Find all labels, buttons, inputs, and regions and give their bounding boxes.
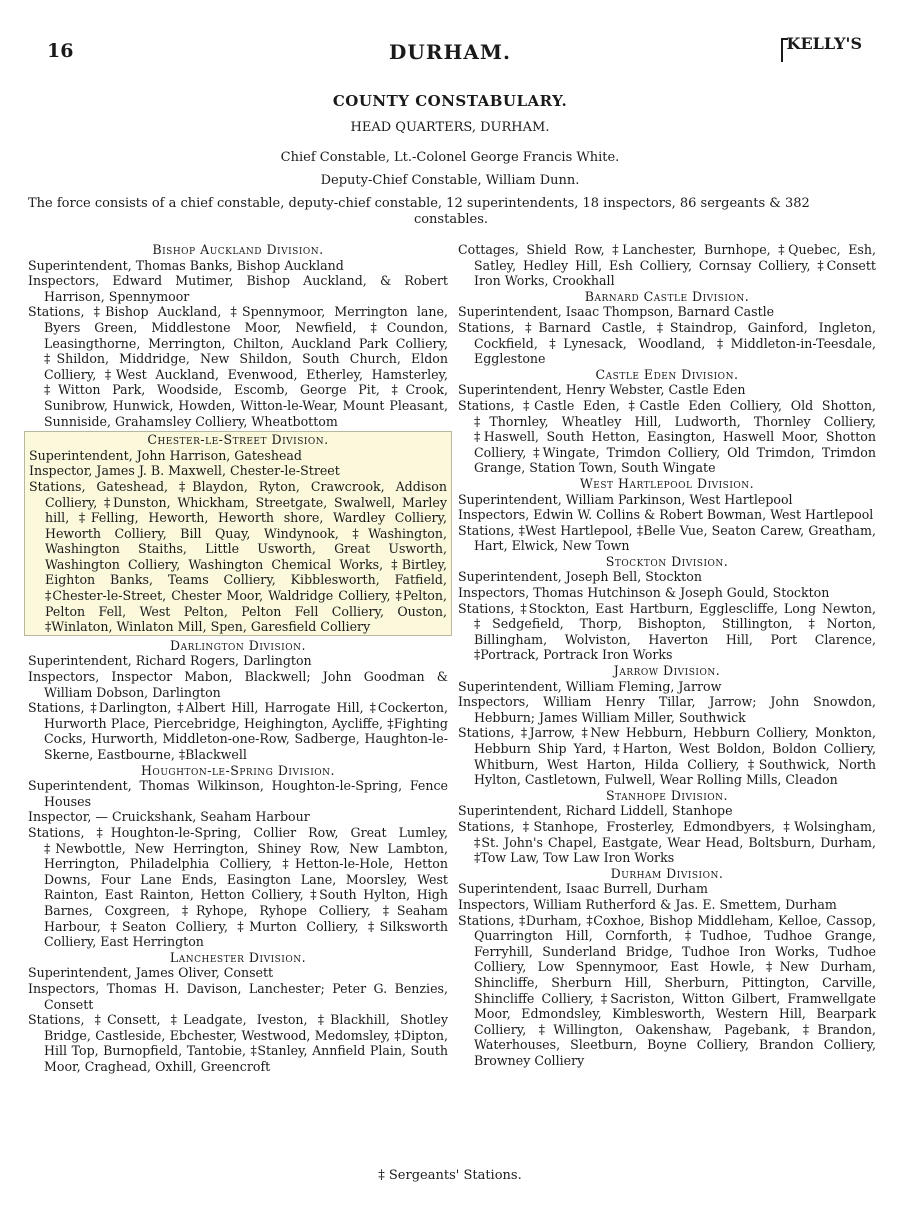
division-entry: Stations, ‡Barnard Castle, ‡Staindrop, Gainford, Ingleton, Cockfield, ‡Lynesack, Woodland, ‡Middleton-in-Teesdale, Egglestone (458, 319, 876, 367)
division-heading: West Hartlepool Division. (579, 475, 755, 491)
division-heading: Durham Division. (610, 865, 724, 881)
division-block (458, 476, 876, 554)
division-entry: Stations, ‡Durham, ‡Coxhoe, Bishop Middleham, Kelloe, Cassop, Quarrington Hill, Cornforth, ‡Tudhoe, Tudhoe Grange, Ferryhill, Sunderland Bridge, Tudhoe Iron Works, Tudhoe Colliery, Low Spennymoor, East Howle, ‡New Durham, Shincliffe, Sherburn Hill, Sherburn, Pittington, Carville, Shincliffe Colliery, ‡Sacriston, Witton Gilbert, Framwellgate Moor, Edmondsley, Kimblesworth, Western Hill, Bearpark Colliery, ‡Willington, Oakenshaw, Pagebank, ‡Brandon, Waterhouses, Sleetburn, Boyne Colliery, Brandon Colliery, Browney Colliery (458, 912, 876, 1068)
division-entry: Stations, ‡West Hartlepool, ‡Belle Vue, Seaton Carew, Greatham, Hart, Elwick, New Town (458, 522, 876, 554)
section-title: COUNTY CONSTABULARY. (332, 92, 568, 110)
force-summary-line2: constables. (413, 212, 489, 227)
division-heading: Houghton-le-Spring Division. (140, 762, 336, 778)
division-entry: Superintendent, Thomas Banks, Bishop Auckland (28, 257, 344, 273)
division-entry: Inspector, — Cruickshank, Seaham Harbour (28, 809, 310, 825)
division-entry: Inspectors, William Rutherford & Jas. E. Smettem, Durham (458, 896, 837, 912)
division-heading: Stockton Division. (605, 553, 729, 569)
division-entry: Stations, Gateshead, ‡Blaydon, Ryton, Crawcrook, Addison Colliery, ‡Dunston, Whickham, Streetgate, Swalwell, Marley hill, ‡Felling, Heworth, Heworth shore, Wardley Colliery, Heworth Colliery, Bill Quay, Windynook, ‡Washington, Washington Staiths, Little Usworth, Great Usworth, Washington Colliery, Washington Chemical Works, ‡Birtley, Eighton Banks, Teams Colliery, Kibblesworth, Fatfield, ‡Chester-le-Street, Chester Moor, Waldridge Colliery, ‡Pelton, Pelton Fell, West Pelton, Pelton Fell Colliery, Ouston, ‡Winlaton, Winlaton Mill, Spen, Garesfield Colliery (29, 478, 447, 635)
division-entry: Superintendent, James Oliver, Consett (28, 965, 274, 981)
division-block (458, 289, 876, 367)
division-heading: Barnard Castle Division. (584, 288, 750, 304)
division-block (28, 950, 448, 1075)
deputy-chief-line: Deputy-Chief Constable, William Dunn. (320, 173, 580, 188)
publisher-mark: KELLY'S (786, 34, 862, 53)
left-column (28, 242, 448, 1074)
division-entry: Inspectors, Thomas H. Davison, Lanchester; Peter G. Benzies, Consett (28, 980, 448, 1012)
chief-constable-line: Chief Constable, Lt.-Colonel George Francis White. (280, 150, 620, 165)
division-block (28, 763, 448, 950)
division-entry: Inspectors, Inspector Mabon, Blackwell; John Goodman & William Dobson, Darlington (28, 669, 448, 700)
division-entry: Superintendent, Isaac Burrell, Durham (458, 881, 708, 897)
division-block (28, 638, 448, 763)
footnote: ‡ Sergeants' Stations. (378, 1168, 522, 1183)
division-heading: Lanchester Division. (169, 949, 307, 965)
division-entry: Inspectors, William Henry Tillar, Jarrow; John Snowdon, Hebburn; James William Miller, Southwick (458, 694, 876, 725)
division-heading: Bishop Auckland Division. (152, 242, 324, 257)
force-summary (28, 196, 874, 228)
division-block (24, 431, 452, 636)
force-summary-line1: The force consists of a chief constable, deputy-chief constable, 12 superintendents, 18 inspectors, 86 sergeants & 382 (28, 196, 810, 211)
division-heading: Chester-le-Street Division. (147, 432, 329, 448)
division-heading: Jarrow Division. (613, 663, 721, 679)
division-entry: Stations, ‡Houghton-le-Spring, Collier Row, Great Lumley, ‡Newbottle, New Herrington, Shiney Row, New Lambton, Herrington, Philadelphia Colliery, ‡Hetton-le-Hole, Hetton Downs, Four Lane Ends, Easington Lane, Moorsley, West Rainton, East Rainton, Hetton Colliery, ‡South Hylton, High Barnes, Coxgreen, ‡Ryhope, Ryhope Colliery, ‡Seaham Harbour, ‡Seaton Colliery, ‡Murton Colliery, ‡Silksworth Colliery, East Herrington (28, 824, 448, 950)
division-entry: Inspector, James J. B. Maxwell, Chester-le-Street (29, 463, 340, 479)
division-block (458, 242, 876, 289)
division-entry: Stations, ‡Stanhope, Frosterley, Edmondbyers, ‡Wolsingham, ‡St. John's Chapel, Eastgate, Wear Head, Boltsburn, Durham, ‡Tow Law, Tow Law Iron Works (458, 818, 876, 866)
division-entry: Inspectors, Edward Mutimer, Bishop Auckland, & Robert Harrison, Spennymoor (28, 273, 448, 304)
division-entry: Superintendent, William Parkinson, West Hartlepool (458, 491, 793, 507)
division-heading: Darlington Division. (170, 637, 306, 653)
page-header (0, 34, 900, 70)
division-block (458, 788, 876, 866)
division-entry: Stations, ‡Bishop Auckland, ‡Spennymoor, Merrington lane, Byers Green, Middlestone Moor, Newfield, ‡Coundon, Leasingthorne, Merrington, Chilton, Auckland Park Colliery, ‡Shildon, Middridge, New Shildon, South Church, Eldon Colliery, ‡West Auckland, Evenwood, Etherley, Hamsterley, ‡Witton Park, Woodside, Escomb, George Pit, ‡Crook, Sunibrow, Hunwick, Howden, Witton-le-Wear, Mount Pleasant, Sunniside, Grahamsley Colliery, Wheatbottom (28, 304, 448, 429)
division-heading: Castle Eden Division. (595, 366, 739, 382)
division-block (458, 554, 876, 663)
page-number: 16 (47, 40, 74, 62)
division-heading: Stanhope Division. (605, 787, 729, 803)
division-entry: Superintendent, William Fleming, Jarrow (458, 678, 722, 694)
division-block (28, 242, 448, 429)
running-title: DURHAM. (389, 40, 511, 64)
division-entry: Superintendent, Richard Rogers, Darlington (28, 653, 312, 669)
division-entry: Superintendent, Isaac Thompson, Barnard Castle (458, 304, 775, 320)
division-entry: Superintendent, Joseph Bell, Stockton (458, 569, 702, 585)
section-subtitle: HEAD QUARTERS, DURHAM. (350, 120, 550, 135)
division-entry: Stations, ‡Consett, ‡Leadgate, Iveston, ‡Blackhill, Shotley Bridge, Castleside, Ebchester, Westwood, Medomsley, ‡Dipton, Hill Top, Burnopfield, Tantobie, ‡Stanley, Annfield Plain, South Moor, Craghead, Oxhill, Greencroft (28, 1012, 448, 1074)
division-block (458, 367, 876, 476)
division-entry: Superintendent, Richard Liddell, Stanhope (458, 803, 733, 819)
division-entry: Stations, ‡Stockton, East Hartburn, Egglescliffe, Long Newton, ‡Sedgefield, Thorp, Bishopton, Stillington, ‡Norton, Billingham, Wolviston, Haverton Hill, Port Clarence, ‡Portrack, Portrack Iron Works (458, 600, 876, 663)
division-entry: Stations, ‡Jarrow, ‡New Hebburn, Hebburn Colliery, Monkton, Hebburn Ship Yard, ‡Harton, West Boldon, Boldon Colliery, Whitburn, West Harton, Hilda Colliery, ‡Southwick, North Hylton, Castletown, Fulwell, Wear Rolling Mills, Cleadon (458, 725, 876, 788)
division-entry: Inspectors, Edwin W. Collins & Robert Bowman, West Hartlepool (458, 507, 874, 523)
division-block (458, 663, 876, 788)
right-column (458, 242, 876, 1068)
division-entry: Superintendent, Henry Webster, Castle Eden (458, 382, 746, 398)
division-entry: Cottages, Shield Row, ‡Lanchester, Burnhope, ‡Quebec, Esh, Satley, Hedley Hill, Esh Colliery, Cornsay Colliery, ‡Consett Iron Works, Crookhall (458, 242, 876, 289)
division-entry: Superintendent, Thomas Wilkinson, Houghton-le-Spring, Fence Houses (28, 778, 448, 809)
division-entry: Stations, ‡Darlington, ‡Albert Hill, Harrogate Hill, ‡Cockerton, Hurworth Place, Piercebridge, Heighington, Aycliffe, ‡Fighting Cocks, Hurworth, Middleton-one-Row, Sadberge, Haughton-le-Skerne, Eastbourne, ‡Blackwell (28, 700, 448, 762)
division-entry: Superintendent, John Harrison, Gateshead (29, 447, 302, 463)
division-block (458, 866, 876, 1069)
division-entry: Inspectors, Thomas Hutchinson & Joseph Gould, Stockton (458, 585, 830, 601)
division-entry: Stations, ‡Castle Eden, ‡Castle Eden Colliery, Old Shotton, ‡Thornley, Wheatley Hill, Ludworth, Thornley Colliery, ‡Haswell, South Hetton, Easington, Haswell Moor, Shotton Colliery, ‡Wingate, Trimdon Colliery, Old Trimdon, Trimdon Grange, Station Town, South Wingate (458, 397, 876, 476)
